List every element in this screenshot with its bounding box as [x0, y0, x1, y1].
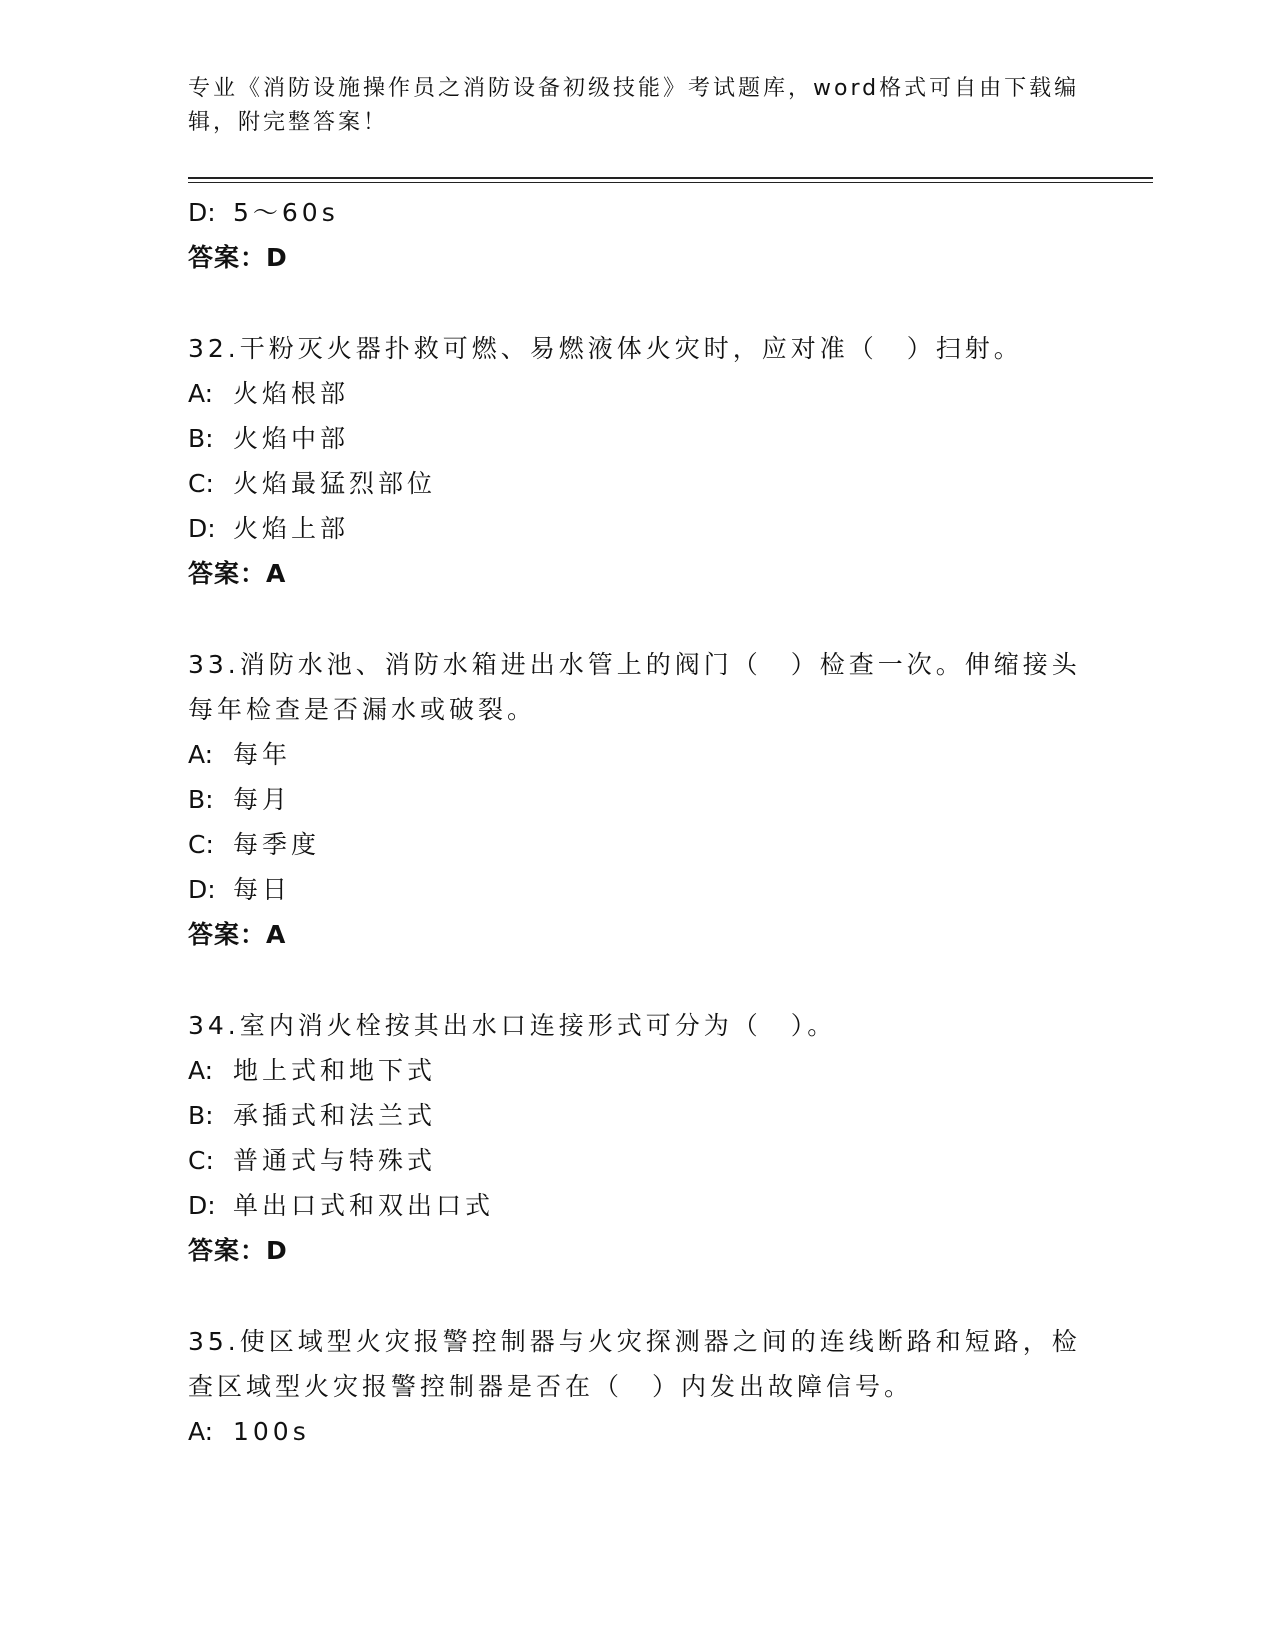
option-label: D:: [188, 1191, 216, 1220]
answer-line: 答案：A: [188, 920, 287, 949]
option-c: [188, 822, 1088, 867]
question-text: 33.消防水池、消防水箱进出水管上的阀门（ ）检查一次。伸缩接头: [188, 650, 1081, 679]
option-text: 每年: [233, 740, 292, 769]
option-label: C:: [188, 469, 214, 498]
option-d: [188, 190, 1088, 235]
question-33: [188, 642, 1088, 957]
option-label: A:: [188, 740, 214, 769]
answer-line: 答案：D: [188, 1236, 288, 1265]
option-c: [188, 1138, 1088, 1183]
question-34: [188, 1003, 1088, 1273]
question-text: 35.使区域型火灾报警控制器与火灾探测器之间的连线断路和短路，检: [188, 1327, 1081, 1356]
header-divider-thin: [188, 182, 1153, 183]
option-text: 地上式和地下式: [233, 1056, 437, 1085]
header-line-2: 辑，附完整答案！: [188, 110, 389, 135]
option-a: [188, 371, 1088, 416]
option-a: [188, 1048, 1088, 1093]
question-text: 34.室内消火栓按其出水口连接形式可分为（ ）。: [188, 1011, 837, 1040]
option-label: A:: [188, 379, 214, 408]
option-label: A:: [188, 1056, 214, 1085]
option-label: D:: [188, 514, 216, 543]
option-text: 承插式和法兰式: [233, 1101, 437, 1130]
answer-line: 答案：D: [188, 243, 288, 272]
option-a: [188, 732, 1088, 777]
option-label: D:: [188, 875, 216, 904]
option-c: [188, 461, 1088, 506]
option-label: D:: [188, 198, 216, 227]
question-35: [188, 1319, 1088, 1454]
option-text: 每日: [233, 875, 292, 904]
option-label: B:: [188, 785, 214, 814]
option-text: 100s: [233, 1417, 310, 1446]
option-d: [188, 1183, 1088, 1228]
option-text: 每月: [233, 785, 292, 814]
header-divider: [188, 177, 1153, 179]
option-label: C:: [188, 830, 214, 859]
option-b: [188, 416, 1088, 461]
question-text-cont: 每年检查是否漏水或破裂。: [188, 695, 537, 724]
option-text: 普通式与特殊式: [233, 1146, 437, 1175]
header-line-1: 专业《消防设施操作员之消防设备初级技能》考试题库，word格式可自由下载编: [188, 76, 1080, 101]
option-text: 5～60s: [233, 198, 339, 227]
option-d: [188, 867, 1088, 912]
option-label: A:: [188, 1417, 214, 1446]
document-header: [188, 72, 1088, 140]
question-text: 32.干粉灭火器扑救可燃、易燃液体火灾时，应对准（ ）扫射。: [188, 334, 1023, 363]
option-text: 每季度: [233, 830, 321, 859]
option-text: 火焰最猛烈部位: [233, 469, 437, 498]
option-label: B:: [188, 1101, 214, 1130]
option-b: [188, 777, 1088, 822]
option-text: 火焰中部: [233, 424, 350, 453]
option-a: [188, 1409, 1088, 1454]
option-text: 单出口式和双出口式: [233, 1191, 495, 1220]
option-text: 火焰根部: [233, 379, 350, 408]
question-32: [188, 326, 1088, 596]
option-label: B:: [188, 424, 214, 453]
option-text: 火焰上部: [233, 514, 350, 543]
question-list: [188, 190, 1088, 1454]
option-label: C:: [188, 1146, 214, 1175]
question-text-cont: 查区域型火灾报警控制器是否在（ ）内发出故障信号。: [188, 1372, 914, 1401]
option-d: [188, 506, 1088, 551]
answer-line: 答案：A: [188, 559, 287, 588]
option-b: [188, 1093, 1088, 1138]
